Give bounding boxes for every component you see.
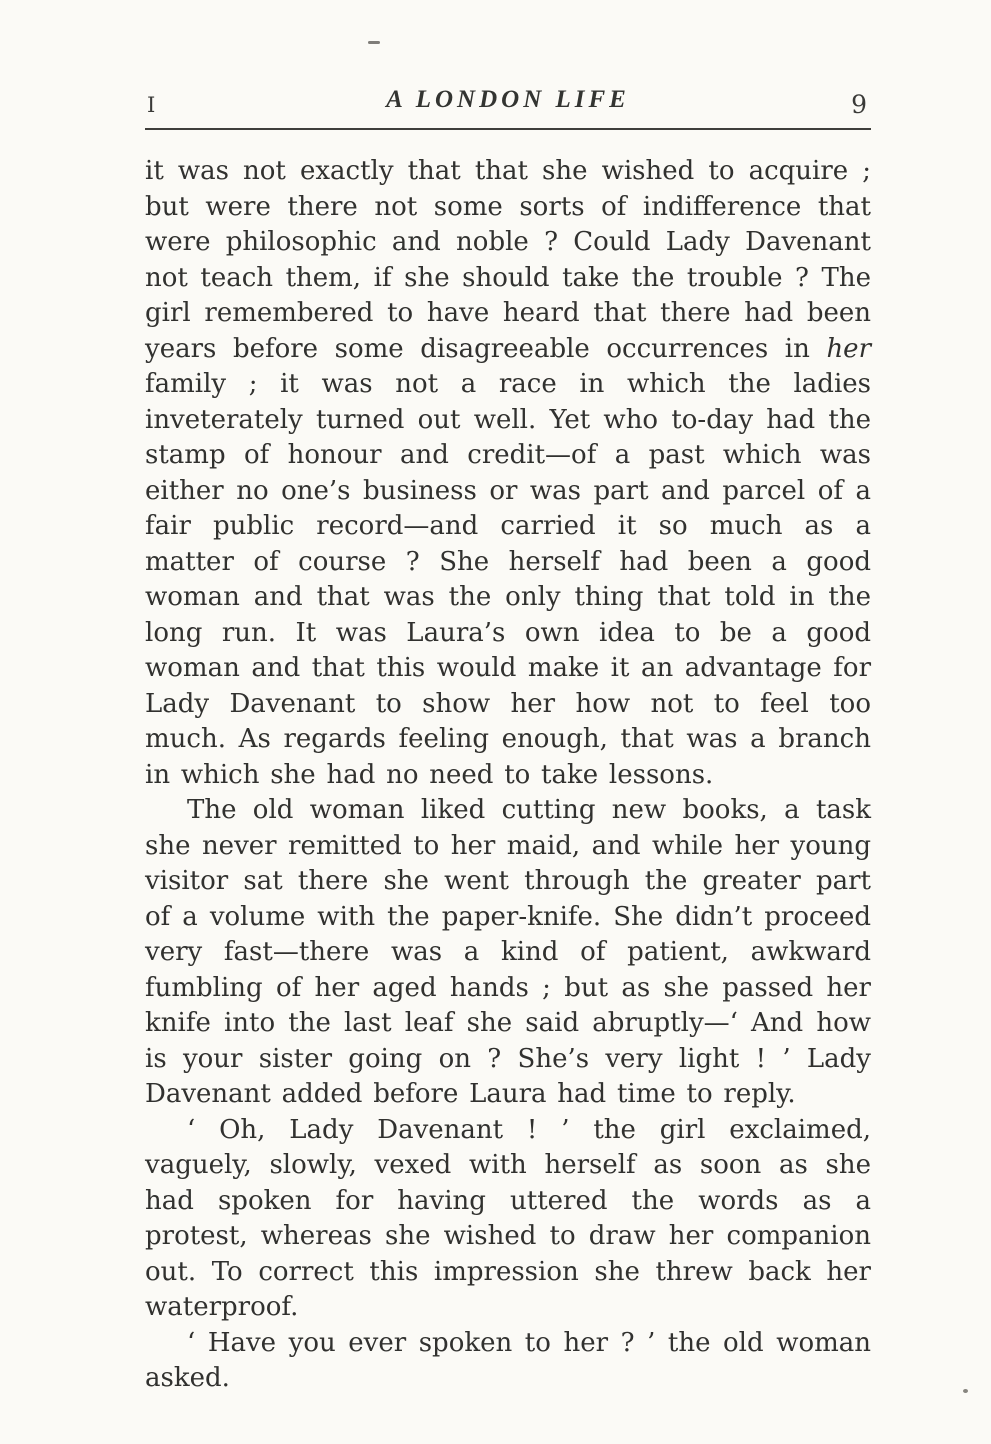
- paragraph-text: ‘ Oh, Lady Davenant ! ’ the girl exclaimed, vaguely, slowly, vexed with herself as soon as she had spoken for having uttered the words as a protest, whereas she wished to draw her companion out. To correct this impression she threw back her waterproof.: [145, 1114, 871, 1322]
- scan-artifact-top: [368, 41, 380, 44]
- paragraph: [145, 793, 871, 1113]
- paragraph-text: ‘ Have you ever spoken to her ? ’ the old woman asked.: [145, 1327, 871, 1393]
- paragraph-text: family ; it was not a race in which the ladies inveterately turned out well. Yet who to-day had the stamp of honour and credit—of a past which was either no one’s business or was part and parcel of a fair public record—and carried it so much as a matter of course ? She herself had been a good woman and that was the only thing that told in the long run. It was Laura’s own idea to be a good woman and that this would make it an advantage for Lady Davenant to show her how not to feel too much. As regards feeling enough, that was a branch in which she had no need to take lessons.: [145, 369, 871, 790]
- header-rule: [145, 128, 871, 130]
- paragraph: [145, 1326, 871, 1397]
- paragraph: [145, 1113, 871, 1326]
- running-head: [145, 86, 871, 120]
- page-body: [145, 154, 871, 1397]
- running-title: A LONDON LIFE: [386, 86, 630, 113]
- italic-word: her: [826, 333, 871, 364]
- signature-mark: I: [147, 93, 157, 117]
- scan-artifact-bottom: [963, 1389, 968, 1393]
- paragraph-text: it was not exactly that that she wished to acquire ; but were there not some sorts of indifference that were philosophic and noble ? Could Lady Davenant not teach them, if she should take the trouble ? The girl remembered to have heard that there had been years before some disagreeable occurrences in: [145, 156, 871, 364]
- paragraph-text: The old woman liked cutting new books, a task she never remitted to her maid, and while her young visitor sat there she went through the greater part of a volume with the paper-knife. She didn’t proceed very fast—there was a kind of patient, awkward fumbling of her aged hands ; but as she passed her knife into the last leaf she said abruptly—‘ And how is your sister going on ? She’s very light ! ’ Lady Davenant added before Laura had time to reply.: [145, 795, 871, 1109]
- paragraph: [145, 154, 871, 793]
- page-number: 9: [851, 90, 867, 119]
